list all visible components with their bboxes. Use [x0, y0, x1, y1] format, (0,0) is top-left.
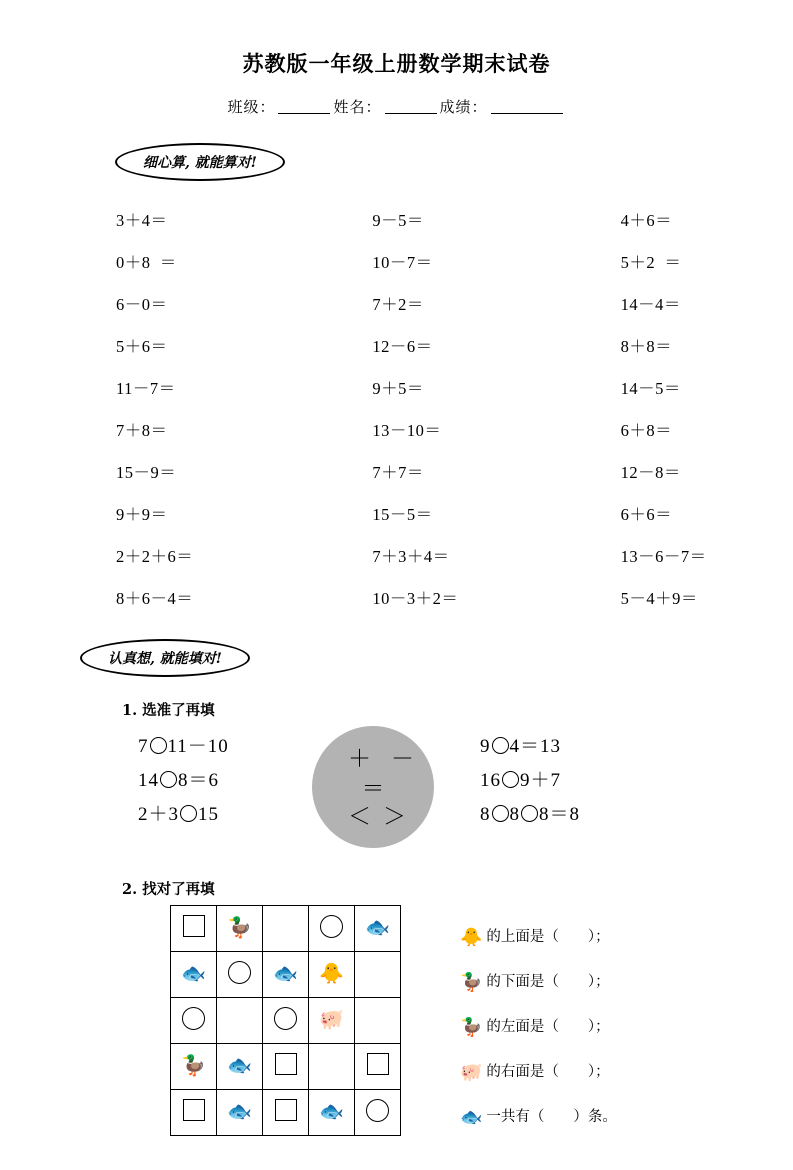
exam-page: [0, 48, 793, 1170]
square-icon: [367, 1053, 389, 1075]
list-item: 🐟 一共有（ ）条。: [460, 1107, 617, 1127]
grid-cell: [355, 952, 401, 998]
student-info-line: [60, 96, 733, 117]
plus-symbol: ＋: [348, 746, 391, 772]
answer-circle[interactable]: [492, 805, 509, 822]
calc-item: 9－5＝: [372, 211, 424, 230]
calc-item: 2＋2＋6＝: [116, 547, 194, 566]
list-item: 🐥 的上面是（ ）；: [460, 927, 610, 947]
score-label: 成绩：: [439, 100, 488, 116]
grid-cell: [171, 952, 217, 998]
circle-icon: [182, 1007, 205, 1030]
calc-item: 6－0＝: [116, 295, 168, 314]
calc-item: 5＋6＝: [116, 337, 168, 356]
greater-than-symbol: ＞: [383, 804, 418, 830]
grid-cell: [309, 1044, 355, 1090]
grid-cell: [217, 952, 263, 998]
answer-circle[interactable]: [150, 737, 167, 754]
goose-icon: 🦆: [181, 1055, 206, 1077]
picture-grid: [170, 905, 401, 1136]
grid-cell: [309, 952, 355, 998]
answer-circle[interactable]: [180, 805, 197, 822]
fish-icon: 🐟: [181, 963, 206, 985]
grid-cell: [217, 906, 263, 952]
calc-item: 3＋4＝: [116, 211, 168, 230]
section2-header-wrap: [80, 639, 733, 677]
triangle-icon: [228, 1008, 252, 1028]
duck-icon: 🦆: [227, 917, 252, 939]
table-row: [171, 1090, 401, 1136]
minus-symbol: －: [391, 746, 434, 772]
grid-cell: [355, 998, 401, 1044]
q1-line: 7 11－10: [138, 736, 229, 757]
name-blank[interactable]: [385, 99, 437, 114]
section2-header: 认真想, 就能填对!: [80, 639, 250, 677]
question2-body: [60, 905, 733, 1136]
grid-cell: [217, 1090, 263, 1136]
square-icon: [275, 1099, 297, 1121]
calc-item: 14－5＝: [620, 379, 681, 398]
calc-item: 14－4＝: [620, 295, 681, 314]
fish-icon: 🐟: [319, 1101, 344, 1123]
calc-item: 8＋6－4＝: [116, 589, 194, 608]
grid-cell: [263, 906, 309, 952]
triangle-icon: [274, 916, 298, 936]
q1-line: 14 8＝6: [138, 770, 220, 791]
calc-item: 0＋8 ＝: [116, 253, 177, 272]
grid-cell: [263, 1044, 309, 1090]
calc-item: 15－9＝: [116, 463, 177, 482]
grid-cell: [263, 952, 309, 998]
calc-item: 10－3＋2＝: [372, 589, 459, 608]
q1-line: 8 8 8＝8: [480, 804, 581, 825]
square-icon: [275, 1053, 297, 1075]
calc-item: 13－6－7＝: [620, 547, 707, 566]
chick-icon: 🐥: [460, 927, 483, 947]
q1-line: 9 4＝13: [480, 736, 562, 757]
circle-icon: [274, 1007, 297, 1030]
circle-icon: [228, 961, 251, 984]
pig-icon: 🐖: [319, 1009, 344, 1031]
list-item: 🦆 的下面是（ ）；: [460, 972, 610, 992]
pig-icon: 🐖: [460, 1062, 483, 1082]
calc-item: 10－7＝: [372, 253, 433, 272]
calc-item: 8＋8＝: [620, 337, 673, 356]
answer-circle[interactable]: [502, 771, 519, 788]
q1-line: 2＋3 15: [138, 804, 220, 825]
square-icon: [183, 1099, 205, 1121]
section1-header: 细心算, 就能算对!: [115, 143, 285, 181]
list-item: 🦆 的左面是（ ）；: [460, 1017, 610, 1037]
question1-left-column: [138, 730, 229, 832]
grid-cell: [171, 1090, 217, 1136]
answer-circle[interactable]: [492, 737, 509, 754]
triangle-icon: [320, 1054, 344, 1074]
page-title: 苏教版一年级上册数学期末试卷: [242, 51, 551, 76]
calc-item: 12－6＝: [372, 337, 433, 356]
calc-item: 7＋7＝: [372, 463, 424, 482]
table-row: [171, 1044, 401, 1090]
question2-prompts: [460, 915, 617, 1140]
question2-label: 2. 找对了再填: [122, 881, 215, 898]
answer-circle[interactable]: [160, 771, 177, 788]
q1-line: 16 9＋7: [480, 770, 562, 791]
symbol-bank: [312, 726, 434, 848]
fish-icon: 🐟: [227, 1101, 252, 1123]
table-row: [171, 906, 401, 952]
question1-body: [60, 726, 733, 856]
calc-item: 4＋6＝: [620, 211, 673, 230]
triangle-icon: [366, 1008, 390, 1028]
goose-icon: 🦆: [460, 972, 483, 992]
grid-cell: [355, 1090, 401, 1136]
table-row: [171, 952, 401, 998]
calc-item: 5＋2 ＝: [620, 253, 682, 272]
fish-icon: 🐟: [365, 917, 390, 939]
calc-item: 11－7＝: [116, 379, 176, 398]
grid-cell: [309, 1090, 355, 1136]
score-blank[interactable]: [491, 99, 563, 114]
class-blank[interactable]: [278, 99, 330, 114]
duck-icon: 🦆: [460, 1017, 483, 1037]
arithmetic-grid: [60, 207, 733, 609]
grid-cell: [171, 906, 217, 952]
fish-icon: 🐟: [273, 963, 298, 985]
fish-icon: 🐟: [460, 1107, 483, 1127]
grid-cell: [309, 998, 355, 1044]
grid-cell: [217, 1044, 263, 1090]
grid-cell: [355, 1044, 401, 1090]
name-label: 姓名：: [333, 100, 382, 116]
table-row: [171, 998, 401, 1044]
grid-cell: [217, 998, 263, 1044]
equals-symbol: ＝: [361, 776, 385, 802]
calc-item: 6＋8＝: [620, 421, 673, 440]
answer-circle[interactable]: [521, 805, 538, 822]
grid-cell: [263, 1090, 309, 1136]
calc-item: 15－5＝: [372, 505, 433, 524]
calc-item: 7＋8＝: [116, 421, 168, 440]
grid-cell: [355, 906, 401, 952]
circle-icon: [366, 1099, 389, 1122]
grid-cell: [171, 998, 217, 1044]
square-icon: [183, 915, 205, 937]
question1-right-column: [480, 730, 580, 832]
question1-label: 1. 选准了再填: [122, 702, 215, 719]
calc-item: 6＋6＝: [620, 505, 673, 524]
less-than-symbol: ＜: [348, 804, 383, 830]
calc-item: 7＋3＋4＝: [372, 547, 450, 566]
calc-item: 13－10＝: [372, 421, 442, 440]
grid-cell: [309, 906, 355, 952]
class-label: 班级：: [227, 100, 276, 116]
calc-item: 12－8＝: [620, 463, 681, 482]
calc-item: 9＋5＝: [372, 379, 424, 398]
section1-header-wrap: [115, 143, 733, 181]
triangle-icon: [366, 962, 390, 982]
calc-item: 7＋2＝: [372, 295, 424, 314]
circle-icon: [320, 915, 343, 938]
grid-cell: [263, 998, 309, 1044]
calc-item: 5－4＋9＝: [620, 589, 698, 608]
chick-icon: 🐥: [319, 963, 344, 985]
fish-icon: 🐟: [227, 1055, 252, 1077]
calc-item: 9＋9＝: [116, 505, 168, 524]
grid-cell: [171, 1044, 217, 1090]
list-item: 🐖 的右面是（ ）；: [460, 1062, 610, 1082]
